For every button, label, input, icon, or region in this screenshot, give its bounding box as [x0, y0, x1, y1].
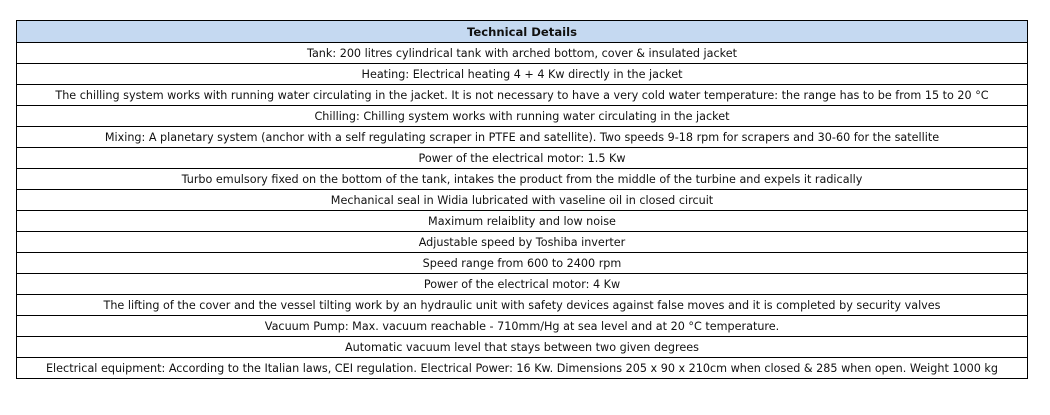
table-row [17, 127, 1028, 148]
table-row [17, 295, 1028, 316]
table-cell: Electrical equipment: According to the Italian laws, CEI regulation. Electrical Power: 16 Kw. Dimensions 205 x 90 x 210cm when closed & 285 when open. Weight 1000 kg [17, 358, 1028, 379]
technical-details-sheet [16, 20, 1028, 379]
table-cell: Mechanical seal in Widia lubricated with vaseline oil in closed circuit [17, 190, 1028, 211]
table-cell: Power of the electrical motor: 1.5 Kw [17, 148, 1028, 169]
table-cell: Vacuum Pump: Max. vacuum reachable - 710mm/Hg at sea level and at 20 °C temperature. [17, 316, 1028, 337]
table-cell: Turbo emulsory fixed on the bottom of the tank, intakes the product from the middle of the turbine and expels it radically [17, 169, 1028, 190]
table-cell: Speed range from 600 to 2400 rpm [17, 253, 1028, 274]
table-cell: Power of the electrical motor: 4 Kw [17, 274, 1028, 295]
table-cell: Heating: Electrical heating 4 + 4 Kw directly in the jacket [17, 64, 1028, 85]
table-row [17, 106, 1028, 127]
table-row [17, 232, 1028, 253]
table-row [17, 64, 1028, 85]
table-header-row [17, 21, 1028, 43]
table-cell: Tank: 200 litres cylindrical tank with arched bottom, cover & insulated jacket [17, 43, 1028, 64]
table-cell: Maximum relaiblity and low noise [17, 211, 1028, 232]
table-cell: The chilling system works with running water circulating in the jacket. It is not necessary to have a very cold water temperature: the range has to be from 15 to 20 °C [17, 85, 1028, 106]
table-row [17, 85, 1028, 106]
table-row [17, 211, 1028, 232]
table-cell: Automatic vacuum level that stays between two given degrees [17, 337, 1028, 358]
table-row [17, 274, 1028, 295]
table-row [17, 358, 1028, 379]
table-cell: Adjustable speed by Toshiba inverter [17, 232, 1028, 253]
table-row [17, 253, 1028, 274]
table-row [17, 43, 1028, 64]
table-row [17, 169, 1028, 190]
table-cell: Mixing: A planetary system (anchor with a self regulating scraper in PTFE and satellite). Two speeds 9-18 rpm for scrapers and 30-60 for the satellite [17, 127, 1028, 148]
technical-details-table [16, 20, 1028, 379]
table-row [17, 190, 1028, 211]
table-row [17, 316, 1028, 337]
table-header: Technical Details [17, 21, 1028, 43]
table-row [17, 148, 1028, 169]
table-row [17, 337, 1028, 358]
table-cell: The lifting of the cover and the vessel tilting work by an hydraulic unit with safety devices against false moves and it is completed by security valves [17, 295, 1028, 316]
table-cell: Chilling: Chilling system works with running water circulating in the jacket [17, 106, 1028, 127]
